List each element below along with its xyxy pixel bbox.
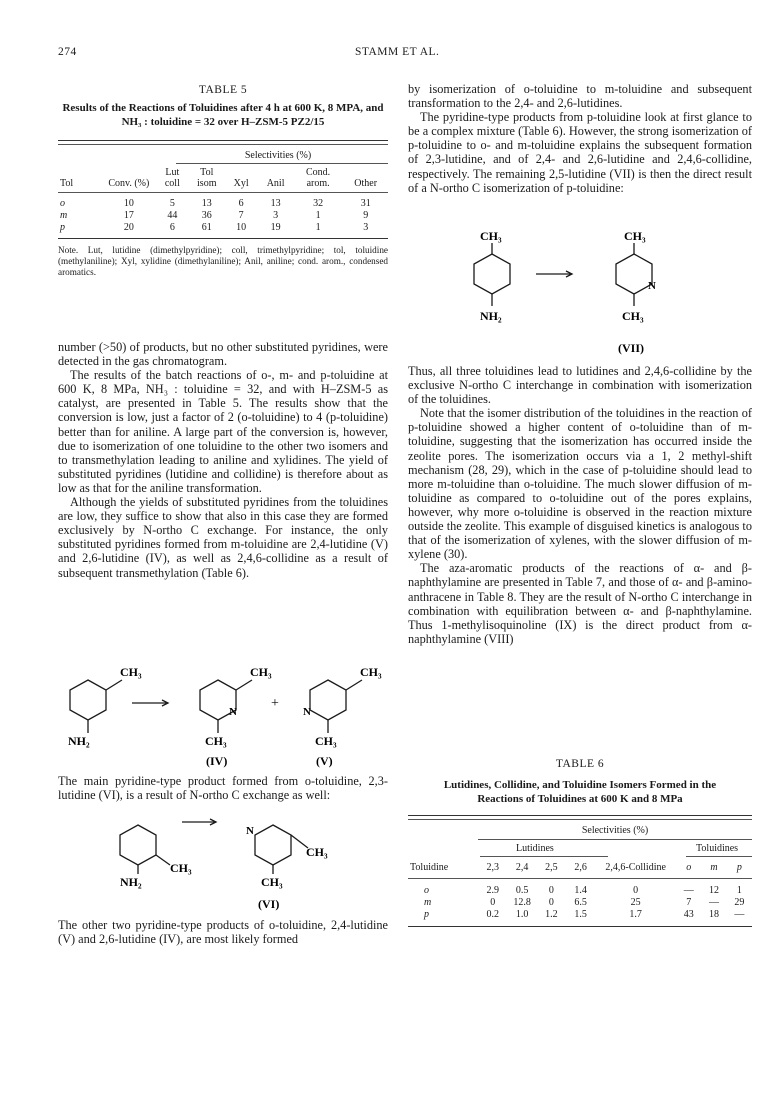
table6-col: 2,6	[574, 862, 587, 873]
table-row: m 17 44 36 7 3 1 9	[60, 210, 369, 221]
table6-subgroup-lutidines: Lutidines	[516, 843, 554, 854]
left-column-block-2	[58, 774, 388, 802]
table5-title: TABLE 5	[198, 84, 248, 96]
methyl-label: CH₃	[360, 665, 382, 679]
table5-col: Lut coll	[164, 167, 180, 189]
table5-col: Xyl	[233, 178, 249, 189]
benzene-ring	[474, 254, 510, 294]
scheme-o-toluidine	[58, 810, 388, 912]
table5-grid	[58, 167, 388, 234]
table6-col: 2,4,6-Collidine	[605, 862, 666, 873]
table-row: o 10 5 13 6 13 32 31	[60, 198, 371, 209]
running-title: STAMM ET AL.	[355, 46, 440, 58]
benzene-ring	[70, 680, 106, 720]
table5-col: Other	[354, 178, 378, 189]
table5-group-header: Selectivities (%)	[244, 150, 312, 161]
table6-subgroup-toluidines: Toluidines	[696, 843, 739, 854]
table5-col: Cond. arom.	[306, 167, 331, 189]
methyl-label: CH₃	[250, 665, 272, 679]
plus-sign: +	[271, 696, 279, 711]
amine-label: NH₂	[120, 875, 142, 889]
amine-label: NH₂	[480, 309, 502, 323]
table-row: o 2.9 0.5 0 1.4 0 — 12 1	[424, 885, 742, 896]
table6-col: 2,4	[515, 862, 529, 873]
table6-col: m	[710, 862, 718, 873]
table6-col: o	[686, 862, 692, 873]
left-column-block-3	[58, 918, 388, 946]
table5-col: Anil	[266, 178, 285, 189]
nitrogen-label: N	[229, 706, 237, 718]
table-row: p 0.2 1.0 1.2 1.5 1.7 43 18 —	[424, 909, 745, 920]
table6-group-header: Selectivities (%)	[581, 825, 649, 836]
table6-col: 2,3	[486, 862, 500, 873]
table6	[408, 815, 752, 927]
table5	[58, 140, 388, 278]
table5-header-row	[58, 167, 388, 189]
paragraph: The main pyridine-type product formed from o-toluidine, 2,3-lutidine (VI), is a result of N-ortho C exchange as well:	[58, 774, 388, 803]
table6-grid	[408, 861, 752, 921]
paragraph: Note that the isomer distribution of the toluidines in the reaction of p-toluidine showed a higher content of o-toluidine than of m-toluidine, suggesting that the isomerization has occurred inside the zeolite pores. The isomerization occurs via a 1, 2 methyl-shift mechanism (28, 29), which in the case of p-toluidine should lead to more m-toluidine than o-toluidine. The much slower diffusion of m-toluidine as compared to o-toluidine out of the pores explains, however, why more o-toluidine is observed in the reaction mixture outside the zeolite. This example of disguised kinetics is analogous to that of the isomerization of xylenes, with the slower diffusion of m-xylene (30).	[408, 406, 752, 562]
benzene-ring	[120, 825, 156, 865]
methyl-label: CH₃	[480, 229, 502, 243]
paragraph: number (>50) of products, but no other substituted pyridines, were detected in the gas chromatogram.	[58, 340, 388, 369]
scheme-p-toluidine	[408, 226, 752, 361]
methyl-label: CH₃	[120, 665, 142, 679]
methyl-label: CH₃	[622, 309, 644, 323]
right-column-block-1	[408, 82, 752, 195]
page-number: 274	[58, 46, 77, 58]
methyl-label: CH₃	[170, 861, 192, 875]
amine-label: NH₂	[68, 734, 90, 748]
compound-label-iv: (IV)	[206, 754, 228, 768]
table6-title: TABLE 6	[555, 758, 605, 770]
scheme-m-toluidine	[58, 655, 388, 770]
methyl-label: CH₃	[315, 734, 337, 748]
compound-label-vi: (VI)	[258, 897, 280, 911]
table-row: m 0 12.8 0 6.5 25 7 — 29	[424, 897, 745, 908]
methyl-label: CH₃	[261, 875, 283, 889]
table6-header-row	[408, 861, 752, 874]
table6-col: p	[736, 862, 742, 873]
paragraph: by isomerization of o-toluidine to m-toluidine and subsequent transformation to the 2,4- and 2,6-lutidines.	[408, 82, 752, 111]
paragraph: The results of the batch reactions of o-, m- and p-toluidine at 600 K, 8 MPa, NH₃ : toluidine = 32, and with H–ZSM-5 as catalyst, are presented in Table 5. The results show that the conversion is low, just a factor of 2 (o-toluidine) to 4 (p-toluidine) better than for aniline. A large part of the conversion is, however, due to isomerization of one toluidine to the other two isomers and to transmethylation leading to aniline and xylidines. The yield of substituted pyridines (lutidine and collidine) is therefore about as low as that for the aniline transformation.	[58, 368, 388, 495]
pyridine-ring-vi	[255, 825, 291, 865]
paragraph: Although the yields of substituted pyridines from the toluidines are low, they suffice to show that also in this case they are formed exclusively by N-ortho C exchange. For instance, the only substituted pyridines formed from m-toluidine are 2,4-lutidine (V) and 2,6-lutidine (IV), as well as 2,4,6-collidine as a result of subsequent transmethylation (Table 6).	[58, 495, 388, 580]
table-row: p 20 6 61 10 19 1 3	[60, 222, 369, 233]
table5-col: Conv. (%)	[108, 178, 150, 189]
nitrogen-label: N	[648, 280, 656, 292]
table6-col: 2,5	[545, 862, 558, 873]
table6-col: Toluidine	[410, 862, 449, 873]
table5-note: Note. Lut, lutidine (dimethylpyridine); coll, trimethylpyridine; tol, toluidine (methylaniline); Xyl, xylidine (dimethylaniline); Anil, aniline; cond. arom., condensed aromatics.	[58, 245, 388, 277]
pyridine-ring-vii	[616, 254, 652, 294]
paragraph: Thus, all three toluidines lead to lutidines and 2,4,6-collidine by the exclusive N-ortho C interchange in combination with isomerization of the toluidines.	[408, 364, 752, 407]
nitrogen-label: N	[303, 706, 311, 718]
compound-label-vii: (VII)	[618, 341, 644, 355]
nitrogen-label: N	[246, 825, 254, 837]
table5-col: Tol isom	[197, 167, 217, 189]
methyl-label: CH₃	[306, 845, 328, 859]
paragraph: The aza-aromatic products of the reactions of α- and β-naphthylamine are presented in Table 7, and those of α- and β-amino-anthracene in Table 8. They are the result of N-ortho C interchange in combination with equilibration between α- and β-naphthylamine. Thus 1-methylisoquinoline (IX) is the direct product from α-naphthylamine (VIII)	[408, 561, 752, 646]
table5-col: Tol	[60, 178, 74, 189]
right-column-block-2	[408, 364, 752, 646]
left-column-block-1	[58, 340, 388, 580]
paragraph: The pyridine-type products from p-toluidine look at first glance to be a complex mixture (Table 6). However, the strong isomerization of p-toluidine to o- and m-toluidine explains the subsequent formation of 2,3-lutidine, and of 2,4- and 2,6-lutidine and 2,4,6-collidine, respectively. The remaining 2,5-lutidine (VII) is then the direct result of a N-ortho C isomerization of p-toluidine:	[408, 110, 752, 195]
table5-caption: Results of the Reactions of Toluidines after 4 h at 600 K, 8 MPA, and NH₃ : toluidine = 32 over H–ZSM-5 PZ2/15	[62, 102, 384, 128]
table6-caption: Lutidines, Collidine, and Toluidine Isomers Formed in the Reactions of Toluidines at 600 K and 8 MPa	[443, 779, 717, 805]
methyl-label: CH₃	[624, 229, 646, 243]
compound-label-v: (V)	[316, 754, 333, 768]
methyl-label: CH₃	[205, 734, 227, 748]
paragraph: The other two pyridine-type products of o-toluidine, 2,4-lutidine (V) and 2,6-lutidine (IV), are most likely formed	[58, 918, 388, 947]
pyridine-ring-v	[310, 680, 346, 720]
